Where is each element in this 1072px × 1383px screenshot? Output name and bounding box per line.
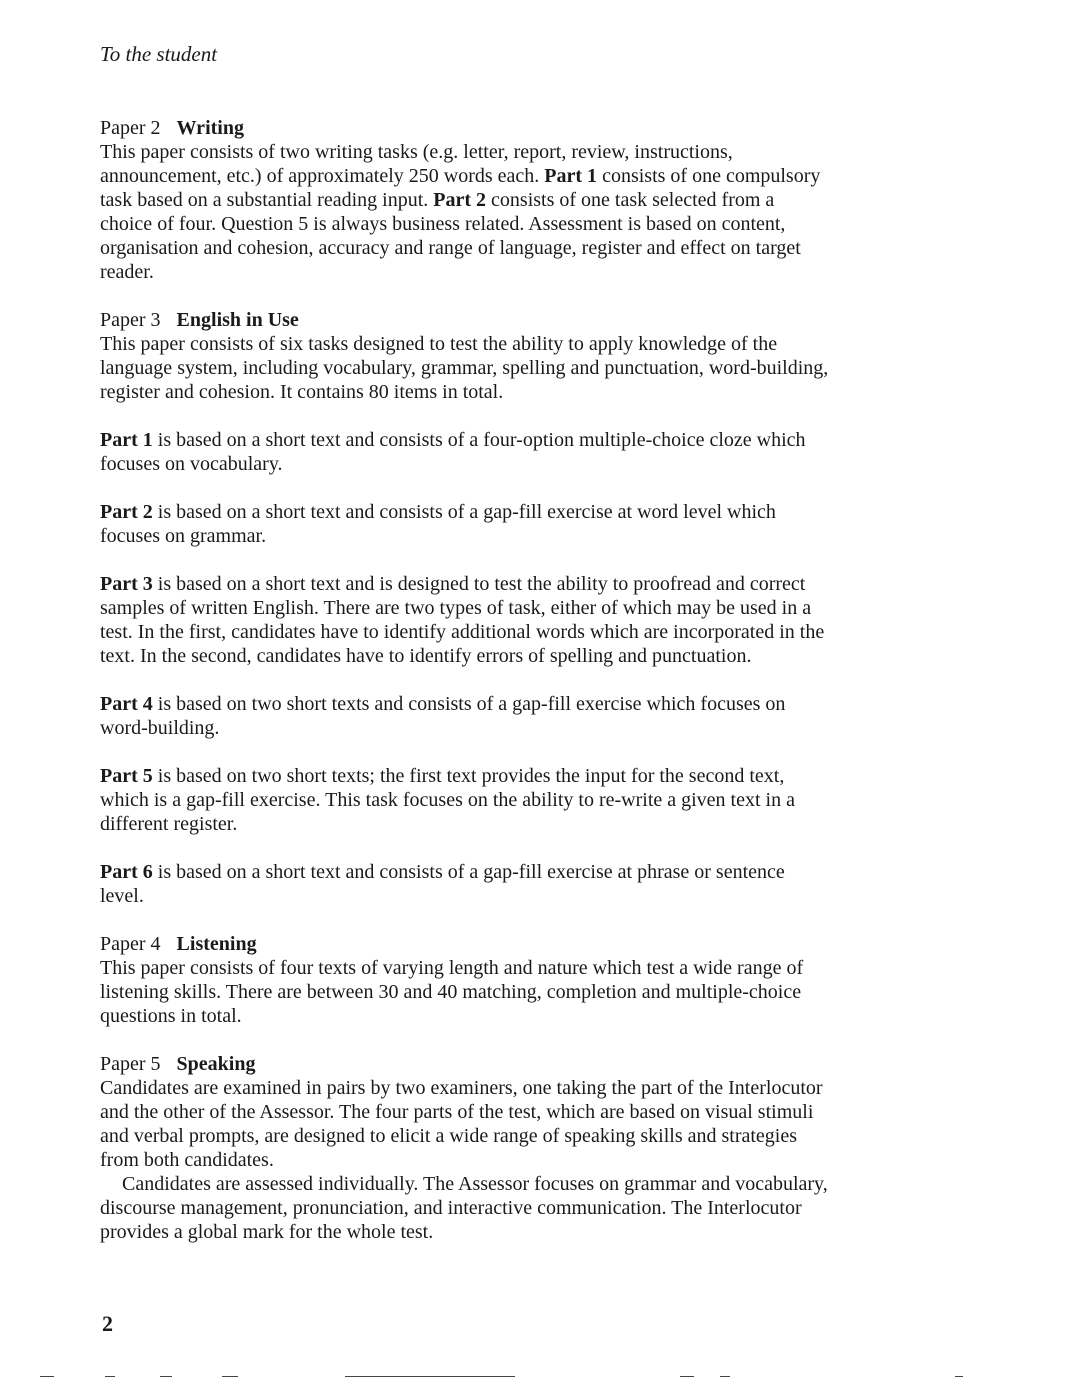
section-heading [100, 308, 830, 332]
section-heading [100, 116, 830, 140]
section-body [100, 140, 830, 284]
section-paper-4 [100, 932, 830, 1028]
part-label: Part 5 [100, 765, 153, 787]
body-text: This paper consists of two writing tasks (e.g. letter, report, review, instructions, announcement, etc.) of approximately 250 words each. [100, 141, 733, 187]
part-label: Part 2 [100, 501, 153, 523]
part-text: is based on two short texts; the first text provides the input for the second text, which is a gap-fill exercise. This task focuses on the ability to re-write a given text in a different register. [100, 765, 795, 835]
paper-title: Listening [176, 933, 257, 955]
part-label: Part 3 [100, 573, 153, 595]
part-label: Part 1 [544, 165, 598, 187]
paper-title: Speaking [176, 1053, 256, 1075]
part-label: Part 2 [433, 189, 487, 211]
paper-number: Paper 3 [100, 309, 161, 331]
part-label: Part 4 [100, 693, 153, 715]
part-text: is based on two short texts and consists of a gap-fill exercise which focuses on word-building. [100, 693, 786, 739]
scan-edge-marks [0, 1376, 1072, 1380]
part-text: is based on a short text and consists of a gap-fill exercise at phrase or sentence level. [100, 861, 785, 907]
section-paper-2 [100, 116, 830, 284]
section-body: Candidates are assessed individually. The Assessor focuses on grammar and vocabulary, discourse management, pronunciation, and interactive communication. The Interlocutor provides a global mark for the whole test. [100, 1173, 828, 1243]
part-label: Part 6 [100, 861, 153, 883]
part-paragraph [100, 428, 830, 476]
part-paragraph [100, 500, 830, 548]
part-text: is based on a short text and consists of a gap-fill exercise at word level which focuses on grammar. [100, 501, 776, 547]
page-content [100, 40, 830, 1268]
body-text: consists of one task selected from a choice of four. Question 5 is always business related. Assessment is based on content, organisation and cohesion, accuracy and range of language, register and effect on target reader. [100, 189, 801, 283]
section-body: This paper consists of four texts of varying length and nature which test a wide range of listening skills. There are between 30 and 40 matching, completion and multiple-choice questions in total. [100, 957, 804, 1027]
section-paper-5 [100, 1052, 830, 1244]
part-paragraph [100, 860, 830, 908]
paper-title: Writing [176, 117, 244, 139]
section-paper-3 [100, 308, 830, 404]
part-paragraph [100, 764, 830, 836]
page-number: 2 [102, 1311, 113, 1336]
part-paragraph [100, 692, 830, 740]
part-text: is based on a short text and is designed to test the ability to proofread and correct samples of written English. There are two types of task, either of which may be used in a test. In the first, candidates have to identify additional words which are incorporated in the text. In the second, candidates have to identify errors of spelling and punctuation. [100, 573, 825, 667]
paper-number: Paper 4 [100, 933, 161, 955]
paper-number: Paper 5 [100, 1053, 161, 1075]
part-label: Part 1 [100, 429, 153, 451]
body-text: consists of one compulsory task based on a substantial reading input. [100, 165, 821, 211]
section-body: Candidates are examined in pairs by two examiners, one taking the part of the Interlocutor and the other of the Assessor. The four parts of the test, which are based on visual stimuli and verbal prompts, are designed to elicit a wide range of speaking skills and strategies from both candidates. [100, 1077, 823, 1171]
part-text: is based on a short text and consists of a four-option multiple-choice cloze which focuses on vocabulary. [100, 429, 806, 475]
section-heading [100, 932, 830, 956]
section-heading [100, 1052, 830, 1076]
section-body: This paper consists of six tasks designed to test the ability to apply knowledge of the language system, including vocabulary, grammar, spelling and punctuation, word-building, register and cohesion. It contains 80 items in total. [100, 333, 829, 403]
paper-number: Paper 2 [100, 117, 161, 139]
running-head: To the student [100, 42, 218, 66]
paper-title: English in Use [176, 309, 299, 331]
part-paragraph [100, 572, 830, 668]
